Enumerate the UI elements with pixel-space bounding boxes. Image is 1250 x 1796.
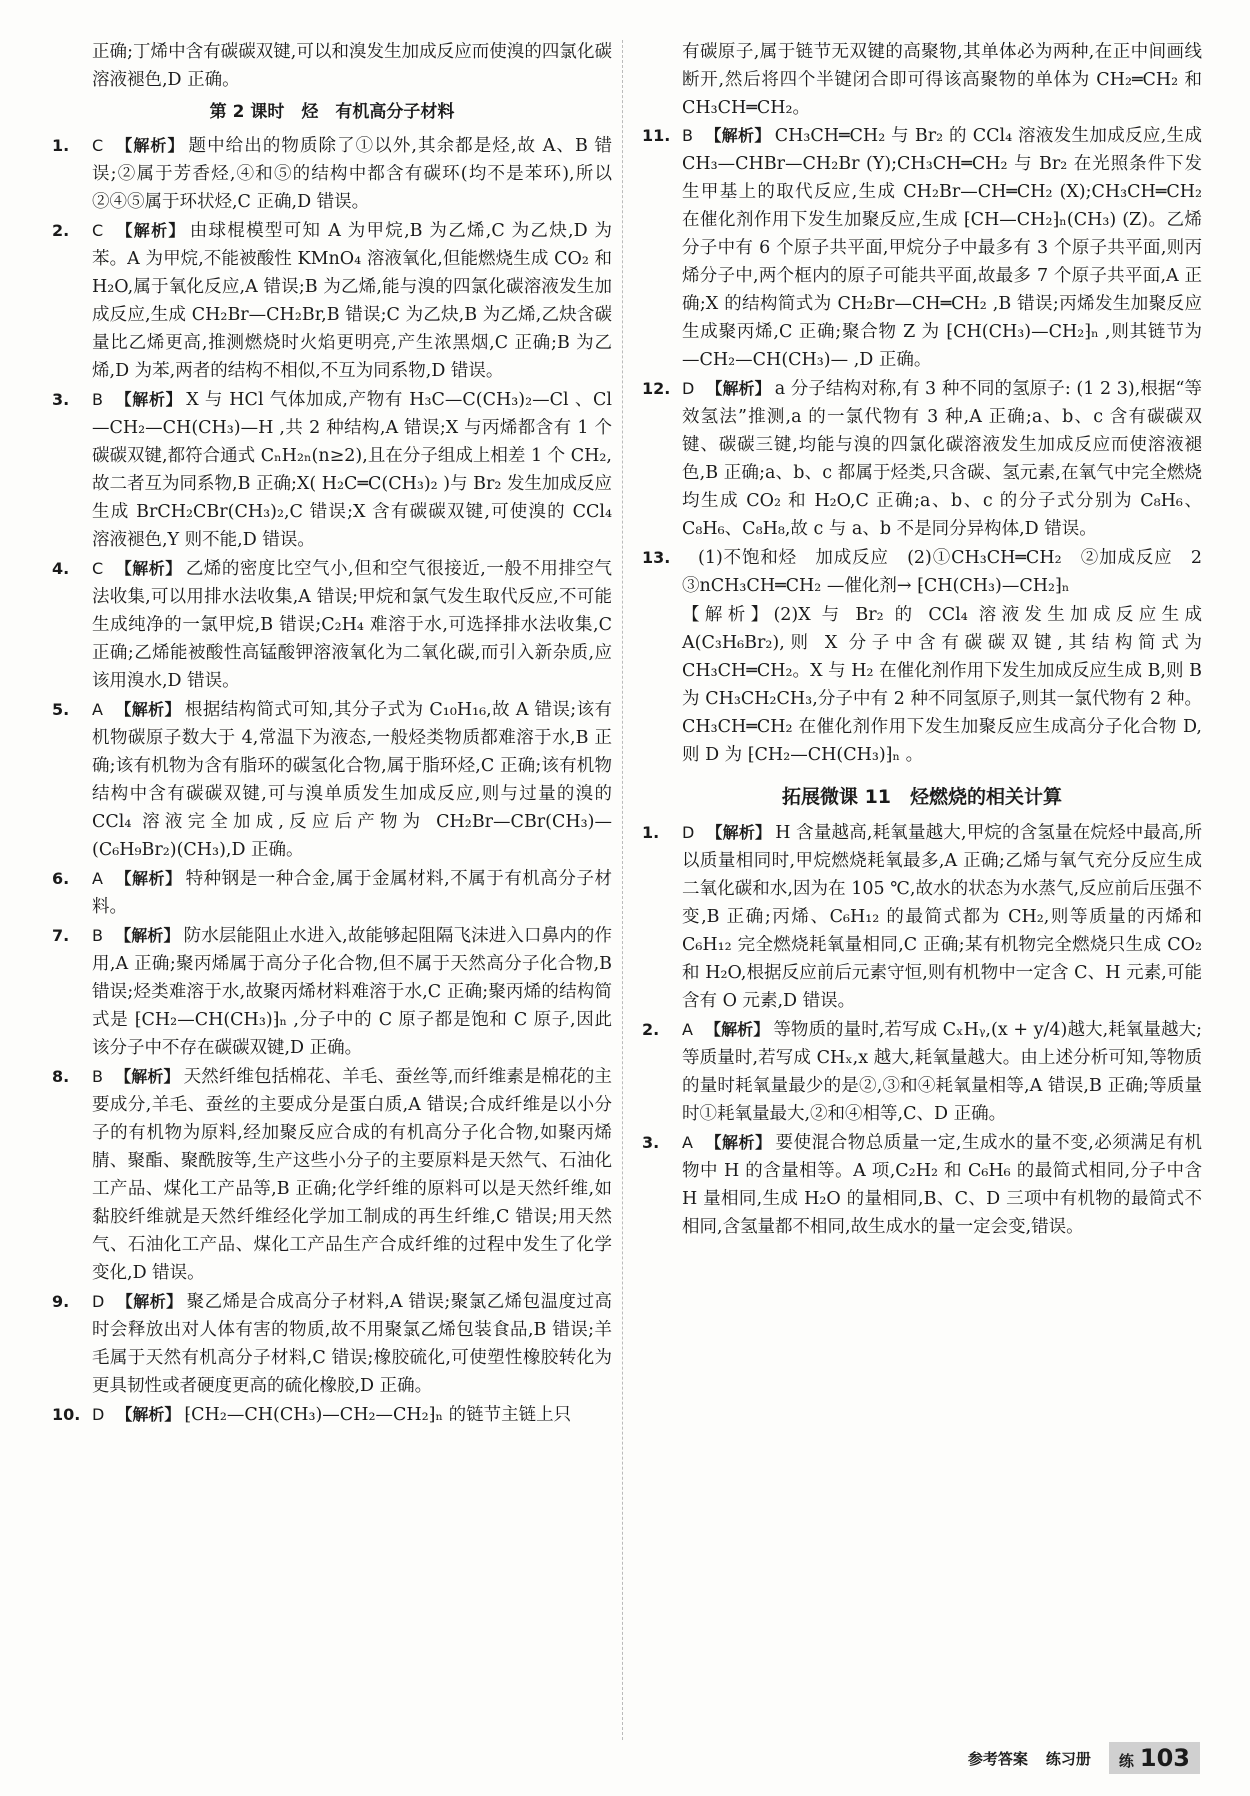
answer-letter: B [682,126,693,145]
answer-item-10 [52,1401,612,1429]
footer-reference: 参考答案 [967,1749,1028,1768]
item-number: 5. [52,700,70,719]
analysis-text: ⁅CH₂—CH(CH₃)—CH₂—CH₂⁆ₙ 的链节主链上只 [184,1405,572,1425]
item-10-continuation: 有碳原子,属于链节无双键的高聚物,其单体必为两种,在正中间画线断开,然后将四个半键闭合即可得该高聚物的单体为 CH₂═CH₂ 和 CH₃CH═CH₂。 [682,42,1202,118]
answer-letter: D [682,823,695,842]
analysis-text: 根据结构简式可知,其分子式为 C₁₀H₁₆,故 A 错误;该有机物碳原子数大于 4,常温下为液态,一般烃类物质都难溶于水,B 正确;该有机物为含有脂环的碳氢化合物,属于脂环烃,C 正确;该有机物结构中含有碳碳双键,可与溴单质发生加成反应,则与过量的溴的 CCl₄ 溶液完全加成,反应后产物为 CH₂Br—CBr(CH₃)—(C₆H₉Br₂)(CH₃),D 正确。 [92,700,612,860]
answer-letter: B [92,390,103,409]
analysis-text: X 与 HCl 气体加成,产物有 H₃C—C(CH₃)₂—Cl 、Cl—CH₂—CH(CH₃)—H ,共 2 种结构,A 错误;X 与丙烯都含有 1 个碳碳双键,都符合通式 CₙH₂ₙ(n≥2),且在分子组成上相差 1 个 CH₂,故二者互为同系物,B 正确;X( H₂C═C(CH₃)₂ )与 Br₂ 发生加成反应生成 BrCH₂CBr(CH₃)₂,C 错误;X 含有碳碳双键,可使溴的 CCl₄ 溶液褪色,Y 则不能,D 错误。 [92,390,612,550]
item-number: 12. [642,379,671,398]
answer-item-9 [52,1288,612,1400]
analysis-tag: 【解析】 [114,926,180,945]
answer-letter: A [682,1133,693,1152]
analysis-tag: 【解析】 [115,221,186,240]
answer-item-4 [52,555,612,695]
micro-lesson-title: 拓展微课 11 烃燃烧的相关计算 [781,786,1063,808]
left-column [52,38,612,1430]
item-number: 3. [642,1133,660,1152]
answer-item-1 [52,132,612,216]
answer-item-6 [52,865,612,921]
analysis-text: a 分子结构对称,有 3 种不同的氢原子: (1 2 3),根据“等效氢法”推测,a 的一氯代物有 3 种,A 正确;a、b、c 含有碳碳双键、碳碳三键,均能与溴的四氯化碳溶液发生加成反应而使溶液褪色,B 正确;a、b、c 都属于烃类,只含碳、氢元素,在氧气中完全燃烧均生成 CO₂ 和 H₂O,C 正确;a、b、c 的分子式分别为 C₈H₆、C₈H₆、C₈H₈,故 c 与 a、b 不是同分异构体,D 错误。 [682,379,1202,539]
analysis-tag: 【解析】 [114,390,183,409]
answer-item-8 [52,1063,612,1287]
analysis-tag: 【解析】 [706,823,772,842]
item-13-analysis: 【解析】(2)X 与 Br₂ 的 CCl₄ 溶液发生加成反应生成 A(C₃H₆Br₂),则 X 分子中含有碳碳双键,其结构简式为 CH₃CH═CH₂。X 与 H₂ 在催化剂作用下发生加成反应生成 B,则 B 为 CH₃CH₂CH₃,分子中有 2 种不同氢原子,则其一氯代物有 2 种。CH₃CH═CH₂ 在催化剂作用下发生加聚反应生成高分子化合物 D,则 D 为 ⁅CH₂—CH(CH₃)⁆ₙ 。 [682,605,1202,765]
analysis-tag: 【解析】 [704,1133,772,1152]
analysis-text: 特种钢是一种合金,属于金属材料,不属于有机高分子材料。 [92,869,612,917]
answer-letter: B [92,926,103,945]
answer-item-12 [642,375,1202,543]
analysis-text: H 含量越高,耗氧量越大,甲烷的含氢量在烷烃中最高,所以质量相同时,甲烷燃烧耗氧最多,A 正确;乙烯与氧气充分反应生成二氧化碳和水,因为在 105 ℃,故水的状态为水蒸气,反应前后压强不变,B 正确;丙烯、C₆H₁₂ 的最简式都为 CH₂,则等质量的丙烯和 C₆H₁₂ 完全燃烧耗氧量相同,C 正确;某有机物完全燃烧只生成 CO₂ 和 H₂O,根据反应前后元素守恒,则有机物中一定含 C、H 元素,可能含有 O 元素,D 错误。 [682,823,1202,1011]
item-number: 11. [642,126,671,145]
page-badge-label: 练 [1118,1752,1134,1770]
analysis-text: 等物质的量时,若写成 CₓHᵧ,(x + y/4)越大,耗氧量越大;等质量时,若写成 CHₓ,x 越大,耗氧量越大。由上述分析可知,等物质的量时耗氧量最少的是②,③和④耗氧量相等,A 错误,B 正确;等质量时①耗氧量最大,②和④相等,C、D 正确。 [682,1020,1202,1124]
answer-text: (1)不饱和烃 加成反应 (2)①CH₃CH═CH₂ ②加成反应 2 ③nCH₃CH═CH₂ —催化剂→ ⁅CH(CH₃)—CH₂⁆ₙ [682,548,1220,596]
analysis-text: 由球棍模型可知 A 为甲烷,B 为乙烯,C 为乙炔,D 为苯。A 为甲烷,不能被酸性 KMnO₄ 溶液氧化,但能燃烧生成 CO₂ 和 H₂O,属于氧化反应,A 错误;B 为乙烯,能与溴的四氯化碳溶液发生加成反应,生成 CH₂Br—CH₂Br,B 错误;C 为乙炔,B 为乙烯,乙炔含碳量比乙烯更高,推测燃烧时火焰更明亮,产生浓黑烟,C 正确;B 为乙烯,D 为苯,两者的结构不相似,不互为同系物,D 错误。 [92,221,612,381]
analysis-text: 聚乙烯是合成高分子材料,A 错误;聚氯乙烯包温度过高时会释放出对人体有害的物质,故不用聚氯乙烯包装食品,B 错误;羊毛属于天然有机高分子材料,C 错误;橡胶硫化,可使塑性橡胶转化为更具韧性或者硬度更高的硫化橡胶,D 正确。 [92,1292,612,1396]
answer-item-7 [52,922,612,1062]
answer-letter: B [92,1067,103,1086]
item-number: 6. [52,869,70,888]
calc-item-2 [642,1016,1202,1128]
column-divider [622,40,623,1740]
item-number: 3. [52,390,70,409]
section-title: 第 2 课时 烃 有机高分子材料 [209,102,455,122]
analysis-tag: 【解析】 [116,1292,183,1311]
page-footer [968,1742,1200,1774]
item-number: 1. [52,136,70,155]
answer-item-11 [642,122,1202,374]
analysis-text: 乙烯的密度比空气小,但和空气很接近,一般不用排空气法收集,可以用排水法收集,A 错误;甲烷和氯气发生取代反应,不可能生成纯净的一氯甲烷,B 错误;C₂H₄ 难溶于水,可选择排水法收集,C 正确;乙烯能被酸性高锰酸钾溶液氧化为二氧化碳,而引入新杂质,应该用溴水,D 错误。 [92,559,612,691]
answer-item-5 [52,696,612,864]
analysis-text: 防水层能阻止水进入,故能够起阻隔飞沫进入口鼻内的作用,A 正确;聚丙烯属于高分子化合物,但不属于天然高分子化合物,B 错误;烃类难溶于水,故聚丙烯材料难溶于水,C 正确;聚丙烯的结构简式是 ⁅CH₂—CH(CH₃)⁆ₙ ,分子中的 C 原子都是饱和 C 原子,因此该分子中不存在碳碳双键,D 正确。 [92,926,612,1058]
page-number: 103 [1139,1744,1190,1772]
answer-item-3 [52,386,612,554]
analysis-tag: 【解析】 [114,1067,180,1086]
answer-item-2 [52,217,612,385]
answer-letter: D [92,1405,105,1424]
right-column [642,38,1220,1242]
analysis-tag: 【解析】 [115,136,185,155]
item-number: 2. [642,1020,660,1039]
answer-letter: C [92,559,104,578]
page-badge [1109,1742,1200,1774]
item-number: 8. [52,1067,70,1086]
item-number: 10. [52,1405,81,1424]
analysis-tag: 【解析】 [114,869,182,888]
item-number: 7. [52,926,70,945]
answer-letter: D [682,379,695,398]
answer-letter: A [92,869,103,888]
analysis-tag: 【解析】 [704,126,771,145]
answer-letter: C [92,221,104,240]
analysis-text: CH₃CH═CH₂ 与 Br₂ 的 CCl₄ 溶液发生加成反应,生成 CH₃—CHBr—CH₂Br (Y);CH₃CH═CH₂ 与 Br₂ 在光照条件下发生甲基上的取代反应,生成 CH₂Br—CH═CH₂ (X);CH₃CH═CH₂ 在催化剂作用下发生加聚反应,生成 ⁅CH—CH₂⁆ₙ(CH₃) (Z)。乙烯分子中有 6 个原子共平面,甲烷分子中最多有 3 个原子共平面,则丙烯分子中,两个框内的原子可能共平面,故最多 7 个原子共平面,A 正确;X 的结构简式为 CH₂Br—CH═CH₂ ,B 错误;丙烯发生加聚反应生成聚丙烯,C 正确;聚合物 Z 为 ⁅CH(CH₃)—CH₂⁆ₙ ,则其链节为 —CH₂—CH(CH₃)— ,D 正确。 [682,126,1202,370]
analysis-text: 天然纤维包括棉花、羊毛、蚕丝等,而纤维素是棉花的主要成分,羊毛、蚕丝的主要成分是蛋白质,A 错误;合成纤维是以小分子的有机物为原料,经加聚反应合成的有机高分子化合物,如聚丙烯腈、聚酯、聚酰胺等,生产这些小分子的主要原料是天然气、石油化工产品、煤化工产品等,B 正确;化学纤维的原料可以是天然纤维,如黏胶纤维就是天然纤维经化学加工制成的再生纤维,C 错误;用天然气、石油化工产品、煤化工产品生产合成纤维的过程中发生了化学变化,D 错误。 [92,1067,612,1283]
item-number: 2. [52,221,70,240]
answer-letter: A [682,1020,693,1039]
analysis-tag: 【解析】 [706,379,771,398]
answer-item-13 [642,544,1220,600]
item-number: 9. [52,1292,70,1311]
analysis-text: 要使混合物总质量一定,生成水的量不变,必须满足有机物中 H 的含量相等。A 项,C₂H₂ 和 C₆H₆ 的最简式相同,分子中含 H 量相同,生成 H₂O 的量相同,B、C、D 三项中有机物的最简式不相同,含氢量都不相同,故生成水的量一定会变,错误。 [682,1133,1202,1237]
analysis-tag: 【解析】 [115,559,182,578]
item-number: 1. [642,823,660,842]
answer-letter: D [92,1292,105,1311]
calc-item-1 [642,819,1202,1015]
footer-book: 练习册 [1045,1749,1091,1768]
analysis-tag: 【解析】 [116,1405,181,1424]
analysis-tag: 【解析】 [114,700,181,719]
item-number: 4. [52,559,70,578]
answer-letter: C [92,136,104,155]
answer-letter: A [92,700,103,719]
analysis-text: 题中给出的物质除了①以外,其余都是烃,故 A、B 错误;②属于芳香烃,④和⑤的结构中都含有碳环(均不是苯环),所以②④⑤属于环状烃,C 正确,D 错误。 [92,136,612,212]
item-number: 13. [642,548,671,567]
calc-item-3 [642,1129,1202,1241]
analysis-tag: 【解析】 [704,1020,770,1039]
intro-paragraph: 正确;丁烯中含有碳碳双键,可以和溴发生加成反应而使溴的四氯化碳溶液褪色,D 正确。 [92,42,612,90]
